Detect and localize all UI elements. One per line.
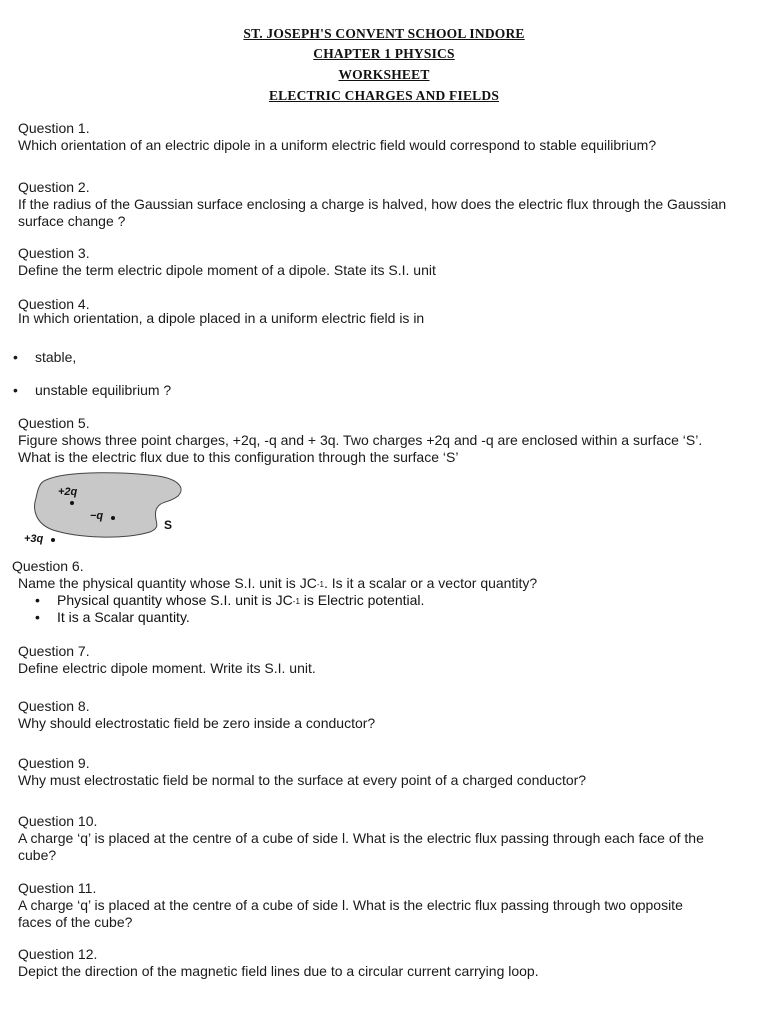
question-text: Figure shows three point charges, +2q, -q and + 3q. Two charges +2q and -q are enclosed within a surface ‘S’. What is the electric flux due to this configuration through the surface ‘S’ (18, 432, 703, 465)
question-11 (18, 880, 708, 931)
question-label: Question 4. (18, 296, 90, 312)
charge-minus-q-dot (111, 516, 115, 520)
question-5 (18, 415, 738, 466)
gaussian-surface-figure (18, 470, 198, 550)
question-text: Which orientation of an electric dipole in a uniform electric field would correspond to stable equilibrium? (18, 137, 657, 153)
question-2 (18, 179, 743, 230)
question-label: Question 10. (18, 813, 98, 829)
gaussian-surface-shape (35, 473, 181, 537)
charge-plus-3q-dot (51, 538, 55, 542)
question-9 (18, 755, 586, 789)
q6-answer-1: • Physical quantity whose S.I. unit is $JC^{-1}$ is Electric potential. (35, 592, 425, 608)
question-label: Question 8. (18, 698, 90, 714)
question-text: A charge ‘q’ is placed at the centre of a cube of side l. What is the electric flux passing through each face of the cube? (18, 830, 704, 863)
worksheet-title: WORKSHEET (338, 67, 430, 82)
question-7 (18, 643, 316, 677)
charge-plus-2q-label: +2q (58, 486, 78, 498)
question-label: Question 5. (18, 415, 90, 431)
question-label: Question 9. (18, 755, 90, 771)
question-6-text: Name the physical quantity whose S.I. unit is $JC^{-1}$. Is it a scalar or a vector quantity? (18, 575, 538, 591)
q4-option-unstable: • unstable equilibrium ? (13, 382, 172, 398)
question-text: Define the term electric dipole moment of a dipole. State its S.I. unit (18, 262, 436, 278)
question-12 (18, 946, 539, 980)
question-text: Define electric dipole moment. Write its S.I. unit. (18, 660, 316, 676)
question-10 (18, 813, 743, 864)
question-8 (18, 698, 375, 732)
chapter-title: CHAPTER 1 PHYSICS (313, 46, 455, 61)
question-6-label: Question 6. (12, 558, 84, 574)
question-text: Why should electrostatic field be zero inside a conductor? (18, 715, 376, 731)
q4-option-stable: • stable, (13, 349, 77, 365)
question-label: Question 3. (18, 245, 90, 261)
question-label: Question 11. (18, 880, 97, 896)
question-label: Question 2. (18, 179, 90, 195)
question-text: A charge ‘q’ is placed at the centre of a cube of side l. What is the electric flux passing through two opposite faces of the cube? (18, 897, 683, 930)
question-text: Why must electrostatic field be normal to the surface at every point of a charged conductor? (18, 772, 587, 788)
surface-s-label: S (164, 518, 173, 532)
question-1 (18, 120, 656, 154)
topic-title: ELECTRIC CHARGES AND FIELDS (268, 88, 500, 103)
question-text: If the radius of the Gaussian surface enclosing a charge is halved, how does the electric flux through the Gaussian surface change ? (18, 196, 727, 229)
question-label: Question 12. (18, 946, 98, 962)
question-label: Question 1. (18, 120, 90, 136)
school-title: ST. JOSEPH'S CONVENT SCHOOL INDORE (243, 26, 525, 41)
question-text: In which orientation, a dipole placed in a uniform electric field is in (18, 310, 425, 326)
question-text: Depict the direction of the magnetic field lines due to a circular current carrying loop. (18, 963, 539, 979)
charge-minus-q-label: −q (90, 510, 104, 522)
charge-plus-3q-label: +3q (24, 533, 44, 545)
question-3 (18, 245, 436, 279)
question-4 (18, 296, 424, 327)
charge-plus-2q-dot (70, 501, 74, 505)
q6-answer-2: • It is a Scalar quantity. (35, 609, 190, 625)
question-label: Question 7. (18, 643, 90, 659)
